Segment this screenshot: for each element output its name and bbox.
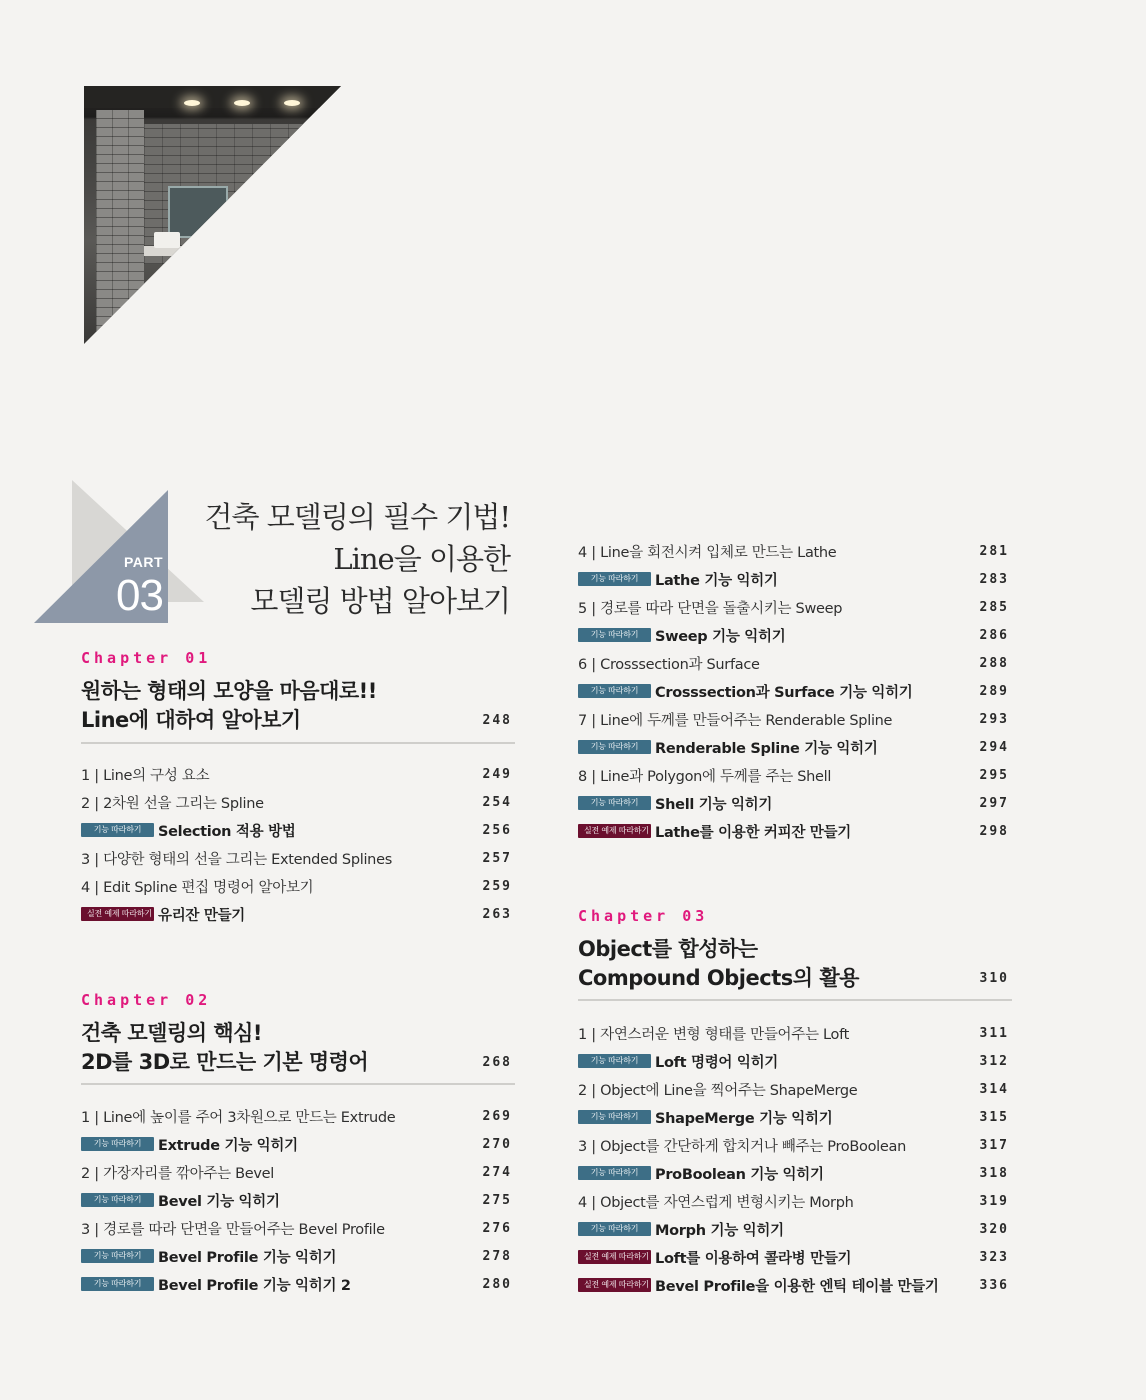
toc-entry-title: 1 | Line에 높이를 주어 3차원으로 만드는 Extrude bbox=[81, 1109, 396, 1126]
real-example-badge: 실전 예제 따라하기 bbox=[578, 1278, 651, 1292]
function-practice-badge: 기능 따라하기 bbox=[578, 572, 651, 586]
chapter-divider bbox=[578, 999, 1012, 1001]
toc-entry-list bbox=[578, 1019, 1012, 1299]
toc-entry-title: 3 | 다양한 형태의 선을 그리는 Extended Splines bbox=[81, 851, 392, 868]
toc-entry-page-number: 295 bbox=[979, 767, 1009, 783]
toc-function-entry[interactable] bbox=[578, 677, 1012, 705]
chapter-title-line: Line에 대하여 알아보기 bbox=[81, 708, 301, 732]
toc-entry-title: ShapeMerge 기능 익히기 bbox=[655, 1110, 833, 1127]
toc-entry-page-number: 311 bbox=[979, 1025, 1009, 1041]
toc-function-entry[interactable] bbox=[81, 1186, 515, 1214]
toc-entry-title: 8 | Line과 Polygon에 두께를 주는 Shell bbox=[578, 768, 832, 785]
toc-function-entry[interactable] bbox=[578, 1047, 1012, 1075]
chapter-title-line: 원하는 형태의 모양을 마음대로!! bbox=[81, 679, 377, 703]
toc-entry-page-number: 280 bbox=[482, 1276, 512, 1292]
toc-entry-title: 1 | 자연스러운 변형 형태를 만들어주는 Loft bbox=[578, 1026, 849, 1043]
function-practice-badge: 기능 따라하기 bbox=[578, 1110, 651, 1124]
chapter-label: Chapter 02 bbox=[81, 991, 212, 1009]
toc-example-entry[interactable] bbox=[81, 900, 515, 928]
chapter-page-number: 268 bbox=[482, 1055, 512, 1070]
toc-entry-page-number: 278 bbox=[482, 1248, 512, 1264]
chapter-divider bbox=[81, 742, 515, 744]
toc-entry-title: 4 | Edit Spline 편집 명령어 알아보기 bbox=[81, 879, 314, 896]
function-practice-badge: 기능 따라하기 bbox=[578, 796, 651, 810]
toc-entry-title: Loft 명령어 익히기 bbox=[655, 1054, 778, 1071]
toc-entry-page-number: 336 bbox=[979, 1277, 1009, 1293]
function-practice-badge: 기능 따라하기 bbox=[578, 1222, 651, 1236]
function-practice-badge: 기능 따라하기 bbox=[578, 628, 651, 642]
toc-example-entry[interactable] bbox=[578, 1243, 1012, 1271]
function-practice-badge: 기능 따라하기 bbox=[81, 1193, 154, 1207]
toc-entry-page-number: 312 bbox=[979, 1053, 1009, 1069]
chapter-title[interactable] bbox=[81, 1019, 368, 1077]
toc-section-entry[interactable] bbox=[578, 593, 1012, 621]
toc-left-column bbox=[81, 0, 515, 1400]
part-title-line: 건축 모델링의 필수 기법! bbox=[204, 500, 510, 534]
function-practice-badge: 기능 따라하기 bbox=[578, 740, 651, 754]
toc-entry-title: 1 | Line의 구성 요소 bbox=[81, 767, 210, 784]
toc-section-entry[interactable] bbox=[578, 1131, 1012, 1159]
toc-function-entry[interactable] bbox=[578, 789, 1012, 817]
toc-entry-title: 2 | 2차원 선을 그리는 Spline bbox=[81, 795, 264, 812]
toc-entry-title: Loft를 이용하여 콜라병 만들기 bbox=[655, 1250, 852, 1267]
toc-entry-title: Selection 적용 방법 bbox=[158, 823, 296, 840]
toc-entry-page-number: 285 bbox=[979, 599, 1009, 615]
toc-section-entry[interactable] bbox=[81, 872, 515, 900]
toc-entry-title: 3 | Object를 간단하게 합치거나 빼주는 ProBoolean bbox=[578, 1138, 906, 1155]
toc-function-entry[interactable] bbox=[81, 1130, 515, 1158]
real-example-badge: 실전 예제 따라하기 bbox=[578, 824, 651, 838]
chapter-title-line: Compound Objects의 활용 bbox=[578, 966, 859, 990]
toc-right-column bbox=[578, 0, 1012, 1400]
toc-entry-page-number: 270 bbox=[482, 1136, 512, 1152]
toc-section-entry[interactable] bbox=[578, 761, 1012, 789]
toc-function-entry[interactable] bbox=[578, 1103, 1012, 1131]
toc-entry-page-number: 276 bbox=[482, 1220, 512, 1236]
toc-entry-list bbox=[81, 1102, 515, 1298]
toc-entry-title: ProBoolean 기능 익히기 bbox=[655, 1166, 824, 1183]
toc-entry-page-number: 320 bbox=[979, 1221, 1009, 1237]
toc-function-entry[interactable] bbox=[81, 816, 515, 844]
toc-entry-title: Crosssection과 Surface 기능 익히기 bbox=[655, 684, 913, 701]
toc-section-entry[interactable] bbox=[578, 1187, 1012, 1215]
toc-entry-title: 7 | Line에 두께를 만들어주는 Renderable Spline bbox=[578, 712, 893, 729]
toc-entry-page-number: 259 bbox=[482, 878, 512, 894]
function-practice-badge: 기능 따라하기 bbox=[578, 1166, 651, 1180]
toc-entry-title: Bevel 기능 익히기 bbox=[158, 1193, 280, 1210]
toc-entry-page-number: 319 bbox=[979, 1193, 1009, 1209]
toc-function-entry[interactable] bbox=[578, 1159, 1012, 1187]
toc-entry-title: Renderable Spline 기능 익히기 bbox=[655, 740, 878, 757]
chapter-divider bbox=[81, 1083, 515, 1085]
chapter-page-number: 248 bbox=[482, 713, 512, 728]
chapter-title-line: 2D를 3D로 만드는 기본 명령어 bbox=[81, 1050, 369, 1074]
real-example-badge: 실전 예제 따라하기 bbox=[578, 1250, 651, 1264]
toc-section-entry[interactable] bbox=[578, 537, 1012, 565]
toc-entry-title: Bevel Profile 기능 익히기 bbox=[158, 1249, 337, 1266]
toc-entry-page-number: 288 bbox=[979, 655, 1009, 671]
function-practice-badge: 기능 따라하기 bbox=[81, 1249, 154, 1263]
toc-entry-title: 유리잔 만들기 bbox=[158, 907, 245, 924]
toc-entry-title: 3 | 경로를 따라 단면을 만들어주는 Bevel Profile bbox=[81, 1221, 385, 1238]
toc-entry-page-number: 269 bbox=[482, 1108, 512, 1124]
toc-entry-page-number: 275 bbox=[482, 1192, 512, 1208]
toc-entry-page-number: 314 bbox=[979, 1081, 1009, 1097]
toc-entry-title: 6 | Crosssection과 Surface bbox=[578, 656, 760, 673]
part-title-line: Line을 이용한 bbox=[333, 542, 510, 576]
toc-section-entry[interactable] bbox=[81, 844, 515, 872]
toc-entry-list bbox=[578, 537, 1012, 845]
toc-section-entry[interactable] bbox=[578, 1075, 1012, 1103]
toc-entry-page-number: 283 bbox=[979, 571, 1009, 587]
function-practice-badge: 기능 따라하기 bbox=[81, 1277, 154, 1291]
chapter-title[interactable] bbox=[578, 935, 859, 993]
toc-entry-title: Bevel Profile을 이용한 엔틱 테이블 만들기 bbox=[655, 1278, 939, 1295]
toc-entry-title: Lathe를 이용한 커피잔 만들기 bbox=[655, 824, 851, 841]
part-label: PART bbox=[124, 554, 164, 570]
toc-entry-title: Extrude 기능 익히기 bbox=[158, 1137, 298, 1154]
toc-entry-page-number: 294 bbox=[979, 739, 1009, 755]
part-title-line: 모델링 방법 알아보기 bbox=[250, 584, 510, 618]
toc-entry-page-number: 256 bbox=[482, 822, 512, 838]
toc-entry-page-number: 297 bbox=[979, 795, 1009, 811]
toc-entry-page-number: 317 bbox=[979, 1137, 1009, 1153]
toc-entry-title: 5 | 경로를 따라 단면을 돌출시키는 Sweep bbox=[578, 600, 843, 617]
toc-entry-page-number: 298 bbox=[979, 823, 1009, 839]
toc-entry-page-number: 257 bbox=[482, 850, 512, 866]
toc-function-entry[interactable] bbox=[578, 565, 1012, 593]
chapter-label: Chapter 01 bbox=[81, 649, 212, 667]
toc-section-entry[interactable] bbox=[81, 1214, 515, 1242]
toc-entry-page-number: 254 bbox=[482, 794, 512, 810]
toc-section-entry[interactable] bbox=[81, 1102, 515, 1130]
chapter-label: Chapter 03 bbox=[578, 907, 709, 925]
toc-entry-title: Bevel Profile 기능 익히기 2 bbox=[158, 1277, 351, 1294]
toc-entry-title: 2 | Object에 Line을 찍어주는 ShapeMerge bbox=[578, 1082, 858, 1099]
toc-entry-page-number: 323 bbox=[979, 1249, 1009, 1265]
toc-function-entry[interactable] bbox=[578, 733, 1012, 761]
real-example-badge: 실전 예제 따라하기 bbox=[81, 907, 154, 921]
toc-entry-title: 4 | Line을 회전시켜 입체로 만드는 Lathe bbox=[578, 544, 837, 561]
function-practice-badge: 기능 따라하기 bbox=[81, 1137, 154, 1151]
toc-section-entry[interactable] bbox=[81, 1158, 515, 1186]
toc-entry-page-number: 318 bbox=[979, 1165, 1009, 1181]
toc-entry-title: Sweep 기능 익히기 bbox=[655, 628, 786, 645]
chapter-title-line: 건축 모델링의 핵심! bbox=[81, 1021, 262, 1045]
part-number: 03 bbox=[116, 571, 163, 620]
function-practice-badge: 기능 따라하기 bbox=[578, 1054, 651, 1068]
toc-function-entry[interactable] bbox=[578, 1215, 1012, 1243]
chapter-title-line: Object를 합성하는 bbox=[578, 937, 758, 961]
toc-example-entry[interactable] bbox=[578, 817, 1012, 845]
chapter-title[interactable] bbox=[81, 677, 377, 735]
toc-function-entry[interactable] bbox=[81, 1242, 515, 1270]
toc-entry-title: Lathe 기능 익히기 bbox=[655, 572, 778, 589]
function-practice-badge: 기능 따라하기 bbox=[578, 684, 651, 698]
toc-entry-page-number: 274 bbox=[482, 1164, 512, 1180]
toc-entry-page-number: 315 bbox=[979, 1109, 1009, 1125]
toc-section-entry[interactable] bbox=[578, 1019, 1012, 1047]
toc-entry-page-number: 286 bbox=[979, 627, 1009, 643]
toc-entry-page-number: 281 bbox=[979, 543, 1009, 559]
function-practice-badge: 기능 따라하기 bbox=[81, 823, 154, 837]
toc-entry-title: 4 | Object를 자연스럽게 변형시키는 Morph bbox=[578, 1194, 854, 1211]
toc-section-entry[interactable] bbox=[578, 649, 1012, 677]
toc-section-entry[interactable] bbox=[578, 705, 1012, 733]
toc-entry-list bbox=[81, 760, 515, 928]
toc-section-entry[interactable] bbox=[81, 788, 515, 816]
toc-section-entry[interactable] bbox=[81, 760, 515, 788]
toc-entry-page-number: 293 bbox=[979, 711, 1009, 727]
toc-entry-title: 2 | 가장자리를 깎아주는 Bevel bbox=[81, 1165, 275, 1182]
toc-entry-page-number: 289 bbox=[979, 683, 1009, 699]
toc-function-entry[interactable] bbox=[81, 1270, 515, 1298]
chapter-page-number: 310 bbox=[979, 971, 1009, 986]
toc-entry-page-number: 249 bbox=[482, 766, 512, 782]
toc-entry-title: Shell 기능 익히기 bbox=[655, 796, 773, 813]
toc-entry-title: Morph 기능 익히기 bbox=[655, 1222, 784, 1239]
toc-example-entry[interactable] bbox=[578, 1271, 1012, 1299]
toc-entry-page-number: 263 bbox=[482, 906, 512, 922]
toc-function-entry[interactable] bbox=[578, 621, 1012, 649]
